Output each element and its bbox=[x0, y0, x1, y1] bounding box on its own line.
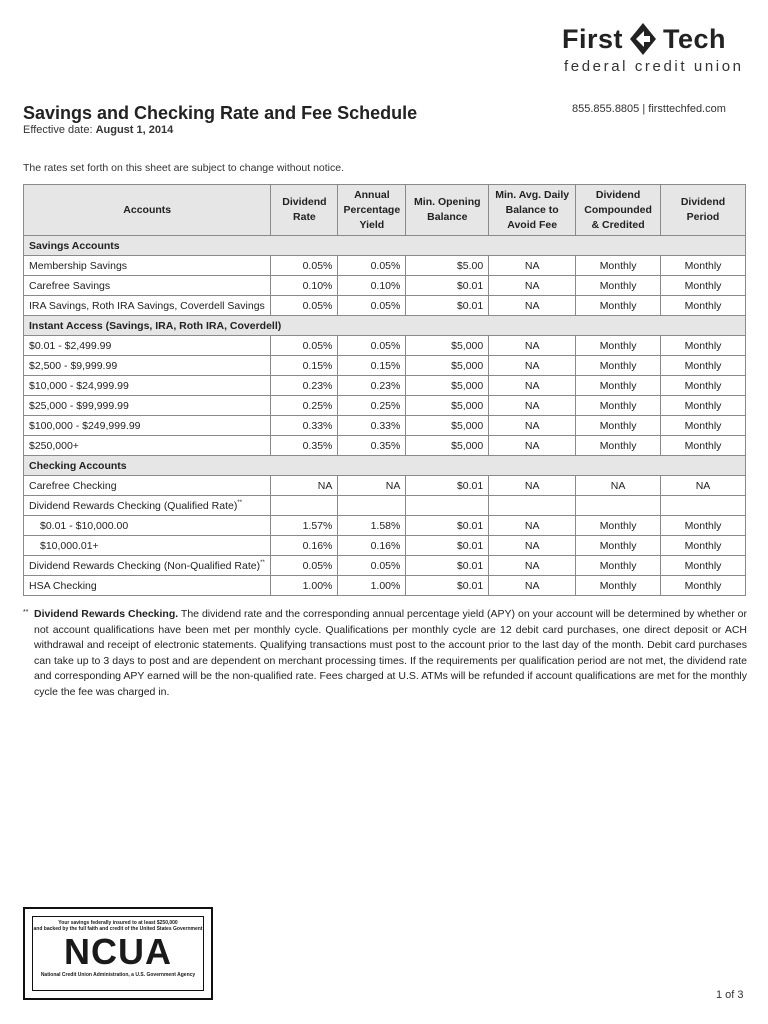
table-row bbox=[24, 396, 746, 416]
table-cell: 0.35% bbox=[271, 436, 338, 456]
table-row bbox=[24, 556, 746, 576]
table-cell: $0.01 bbox=[406, 516, 489, 536]
table-cell: $0.01 bbox=[406, 536, 489, 556]
table-cell: Monthly bbox=[576, 296, 661, 316]
table-cell: 0.25% bbox=[338, 396, 406, 416]
table-cell: Monthly bbox=[661, 396, 746, 416]
table-cell: NA bbox=[489, 516, 576, 536]
table-cell: NA bbox=[489, 336, 576, 356]
table-row bbox=[24, 536, 746, 556]
rates-notice: The rates set forth on this sheet are subject to change without notice. bbox=[23, 162, 345, 174]
table-cell: NA bbox=[489, 276, 576, 296]
ncua-insured-line: Your savings federally insured to at least $250,000 bbox=[58, 920, 178, 926]
table-cell: $5,000 bbox=[406, 336, 489, 356]
account-name-cell: $10,000.01+ bbox=[24, 536, 271, 556]
header-dividend-period: Dividend Period bbox=[661, 185, 746, 236]
table-cell: NA bbox=[489, 296, 576, 316]
account-name-cell: Membership Savings bbox=[24, 256, 271, 276]
ncua-seal-inner bbox=[32, 916, 204, 991]
table-cell bbox=[489, 496, 576, 516]
table-cell: NA bbox=[489, 416, 576, 436]
table-cell: 0.16% bbox=[271, 536, 338, 556]
table-cell: Monthly bbox=[576, 356, 661, 376]
section-row bbox=[24, 316, 746, 336]
footnote-heading: Dividend Rewards Checking. bbox=[34, 608, 179, 620]
table-cell: 0.23% bbox=[338, 376, 406, 396]
logo-word-tech: Tech bbox=[663, 23, 727, 54]
table-cell: $5,000 bbox=[406, 436, 489, 456]
table-row bbox=[24, 256, 746, 276]
table-cell: NA bbox=[489, 476, 576, 496]
footnote bbox=[23, 607, 747, 700]
table-cell: 0.33% bbox=[338, 416, 406, 436]
table-cell: 0.05% bbox=[271, 296, 338, 316]
table-cell: Monthly bbox=[661, 356, 746, 376]
table-row bbox=[24, 516, 746, 536]
table-cell: Monthly bbox=[661, 376, 746, 396]
header-accounts: Accounts bbox=[24, 185, 271, 236]
table-cell: Monthly bbox=[661, 256, 746, 276]
footnote-text bbox=[23, 607, 747, 700]
table-cell: 0.05% bbox=[338, 296, 406, 316]
table-cell: NA bbox=[489, 376, 576, 396]
table-cell: Monthly bbox=[661, 576, 746, 596]
table-row bbox=[24, 376, 746, 396]
table-cell: NA bbox=[489, 256, 576, 276]
table-cell: 0.10% bbox=[338, 276, 406, 296]
diamond-arrow-icon bbox=[629, 22, 657, 56]
rate-table bbox=[23, 184, 746, 596]
account-name-cell: HSA Checking bbox=[24, 576, 271, 596]
table-cell: Monthly bbox=[661, 416, 746, 436]
header-apy: Annual Percentage Yield bbox=[338, 185, 406, 236]
table-cell bbox=[661, 496, 746, 516]
table-cell: Monthly bbox=[661, 276, 746, 296]
table-cell: 0.05% bbox=[271, 256, 338, 276]
table-cell: 0.33% bbox=[271, 416, 338, 436]
table-cell: NA bbox=[661, 476, 746, 496]
table-cell bbox=[576, 496, 661, 516]
account-name-cell: $10,000 - $24,999.99 bbox=[24, 376, 271, 396]
account-name: Dividend Rewards Checking (Non-Qualified Rate) bbox=[29, 559, 261, 572]
table-cell: 0.23% bbox=[271, 376, 338, 396]
logo-tagline: federal credit union bbox=[564, 58, 744, 75]
account-name-cell: $250,000+ bbox=[24, 436, 271, 456]
account-name-cell: $100,000 - $249,999.99 bbox=[24, 416, 271, 436]
ncua-mark: NCUA bbox=[64, 931, 172, 972]
table-cell: 0.05% bbox=[271, 556, 338, 576]
footnote-marker: ** bbox=[23, 609, 29, 616]
table-cell: 1.00% bbox=[271, 576, 338, 596]
table-cell: $5,000 bbox=[406, 356, 489, 376]
table-cell: Monthly bbox=[576, 376, 661, 396]
account-name: Dividend Rewards Checking (Qualified Rate) bbox=[29, 499, 238, 512]
table-cell: 1.00% bbox=[338, 576, 406, 596]
table-row bbox=[24, 276, 746, 296]
account-name-cell: $0.01 - $2,499.99 bbox=[24, 336, 271, 356]
page-title: Savings and Checking Rate and Fee Schedule bbox=[23, 103, 418, 123]
table-cell: Monthly bbox=[576, 516, 661, 536]
account-name-cell: IRA Savings, Roth IRA Savings, Coverdell Savings bbox=[24, 296, 271, 316]
table-cell: Monthly bbox=[661, 336, 746, 356]
table-cell: NA bbox=[271, 476, 338, 496]
table-cell: 0.05% bbox=[338, 256, 406, 276]
table-cell: 1.58% bbox=[338, 516, 406, 536]
table-cell: NA bbox=[489, 536, 576, 556]
table-cell: 0.05% bbox=[271, 336, 338, 356]
table-cell: 0.05% bbox=[338, 336, 406, 356]
account-name-cell bbox=[24, 556, 271, 576]
table-row bbox=[24, 576, 746, 596]
effective-date bbox=[23, 124, 173, 136]
table-body bbox=[24, 236, 746, 596]
table-cell bbox=[406, 496, 489, 516]
table-cell: $0.01 bbox=[406, 276, 489, 296]
table-cell bbox=[338, 496, 406, 516]
account-name-cell: Carefree Checking bbox=[24, 476, 271, 496]
table-cell bbox=[271, 496, 338, 516]
table-cell: NA bbox=[489, 356, 576, 376]
table-cell: $0.01 bbox=[406, 556, 489, 576]
table-row bbox=[24, 436, 746, 456]
table-cell: $5,000 bbox=[406, 376, 489, 396]
contact-info: 855.855.8805 | firsttechfed.com bbox=[572, 103, 726, 115]
table-row bbox=[24, 496, 746, 516]
table-cell: Monthly bbox=[661, 516, 746, 536]
table-cell: Monthly bbox=[576, 396, 661, 416]
account-name-cell: $0.01 - $10,000.00 bbox=[24, 516, 271, 536]
table-cell: Monthly bbox=[576, 256, 661, 276]
table-cell: Monthly bbox=[576, 276, 661, 296]
table-cell: Monthly bbox=[576, 536, 661, 556]
table-cell: NA bbox=[489, 576, 576, 596]
header-min-opening-balance: Min. Opening Balance bbox=[406, 185, 489, 236]
table-cell: $0.01 bbox=[406, 476, 489, 496]
table-cell: $5.00 bbox=[406, 256, 489, 276]
table-cell: 0.16% bbox=[338, 536, 406, 556]
table-row bbox=[24, 476, 746, 496]
table-cell: NA bbox=[489, 396, 576, 416]
table-cell: 0.10% bbox=[271, 276, 338, 296]
effective-label: Effective date: bbox=[23, 124, 93, 136]
footnote-body: The dividend rate and the corresponding annual percentage yield (APY) on your account will be determined by whether or not account qualifications have been met per monthly cycle. Qualifications per monthly cycle are 12 debit card purchases, one direct deposit or ACH withdrawal and receipt of electronic statements. Qualifying transactions must post to the account prior to the last day of the month. Debit card purchases can take up to 3 days to post and are dependent on merchant processing times. If the requirements per qualification period are not met, the dividend rate and corresponding APY earned will be the non-qualified rate. Fees charged at U.S. ATMs will be refunded if account qualifications are met for the monthly cycle the fee was charged in. bbox=[34, 608, 747, 698]
table-header-row bbox=[24, 185, 746, 236]
table-cell: 0.05% bbox=[338, 556, 406, 576]
table-cell: $5,000 bbox=[406, 416, 489, 436]
table-cell: Monthly bbox=[661, 436, 746, 456]
section-row bbox=[24, 456, 746, 476]
table-cell: Monthly bbox=[661, 536, 746, 556]
table-cell: Monthly bbox=[576, 556, 661, 576]
table-cell: Monthly bbox=[576, 416, 661, 436]
section-row bbox=[24, 236, 746, 256]
table-cell: Monthly bbox=[576, 336, 661, 356]
table-cell: $5,000 bbox=[406, 396, 489, 416]
table-cell: $0.01 bbox=[406, 576, 489, 596]
table-cell: Monthly bbox=[576, 576, 661, 596]
effective-date-value: August 1, 2014 bbox=[95, 124, 174, 136]
table-cell: 0.15% bbox=[338, 356, 406, 376]
table-cell: 0.35% bbox=[338, 436, 406, 456]
table-cell: Monthly bbox=[661, 556, 746, 576]
ncua-backed-line: and backed by the full faith and credit of the United States Government bbox=[33, 926, 203, 932]
header-dividend-compounded: Dividend Compounded & Credited bbox=[576, 185, 661, 236]
table-cell: Monthly bbox=[576, 436, 661, 456]
table-row bbox=[24, 416, 746, 436]
table-row bbox=[24, 356, 746, 376]
section-title: Instant Access (Savings, IRA, Roth IRA, Coverdell) bbox=[24, 316, 746, 336]
account-name-cell: $25,000 - $99,999.99 bbox=[24, 396, 271, 416]
table-cell: Monthly bbox=[661, 296, 746, 316]
logo-word-first: First bbox=[562, 23, 624, 54]
ncua-agency-line: National Credit Union Administration, a U.S. Government Agency bbox=[40, 972, 196, 978]
page-number: 1 of 3 bbox=[716, 989, 744, 1001]
table-cell: NA bbox=[489, 436, 576, 456]
table-cell: NA bbox=[576, 476, 661, 496]
header-dividend-rate: Dividend Rate bbox=[271, 185, 338, 236]
footnote-ref: ** bbox=[237, 499, 243, 506]
account-name-cell bbox=[24, 496, 271, 516]
account-name-cell: $2,500 - $9,999.99 bbox=[24, 356, 271, 376]
account-name-cell: Carefree Savings bbox=[24, 276, 271, 296]
table-cell: 0.25% bbox=[271, 396, 338, 416]
table-cell: 0.15% bbox=[271, 356, 338, 376]
table-cell: NA bbox=[338, 476, 406, 496]
section-title: Savings Accounts bbox=[24, 236, 746, 256]
ncua-seal bbox=[23, 907, 213, 1000]
table-cell: $0.01 bbox=[406, 296, 489, 316]
brand-logo bbox=[562, 22, 752, 75]
table-cell: NA bbox=[489, 556, 576, 576]
table-cell: 1.57% bbox=[271, 516, 338, 536]
table-row bbox=[24, 336, 746, 356]
section-title: Checking Accounts bbox=[24, 456, 746, 476]
footnote-ref: ** bbox=[260, 559, 265, 566]
table-row bbox=[24, 296, 746, 316]
header-min-avg-daily-balance: Min. Avg. Daily Balance to Avoid Fee bbox=[489, 185, 576, 236]
